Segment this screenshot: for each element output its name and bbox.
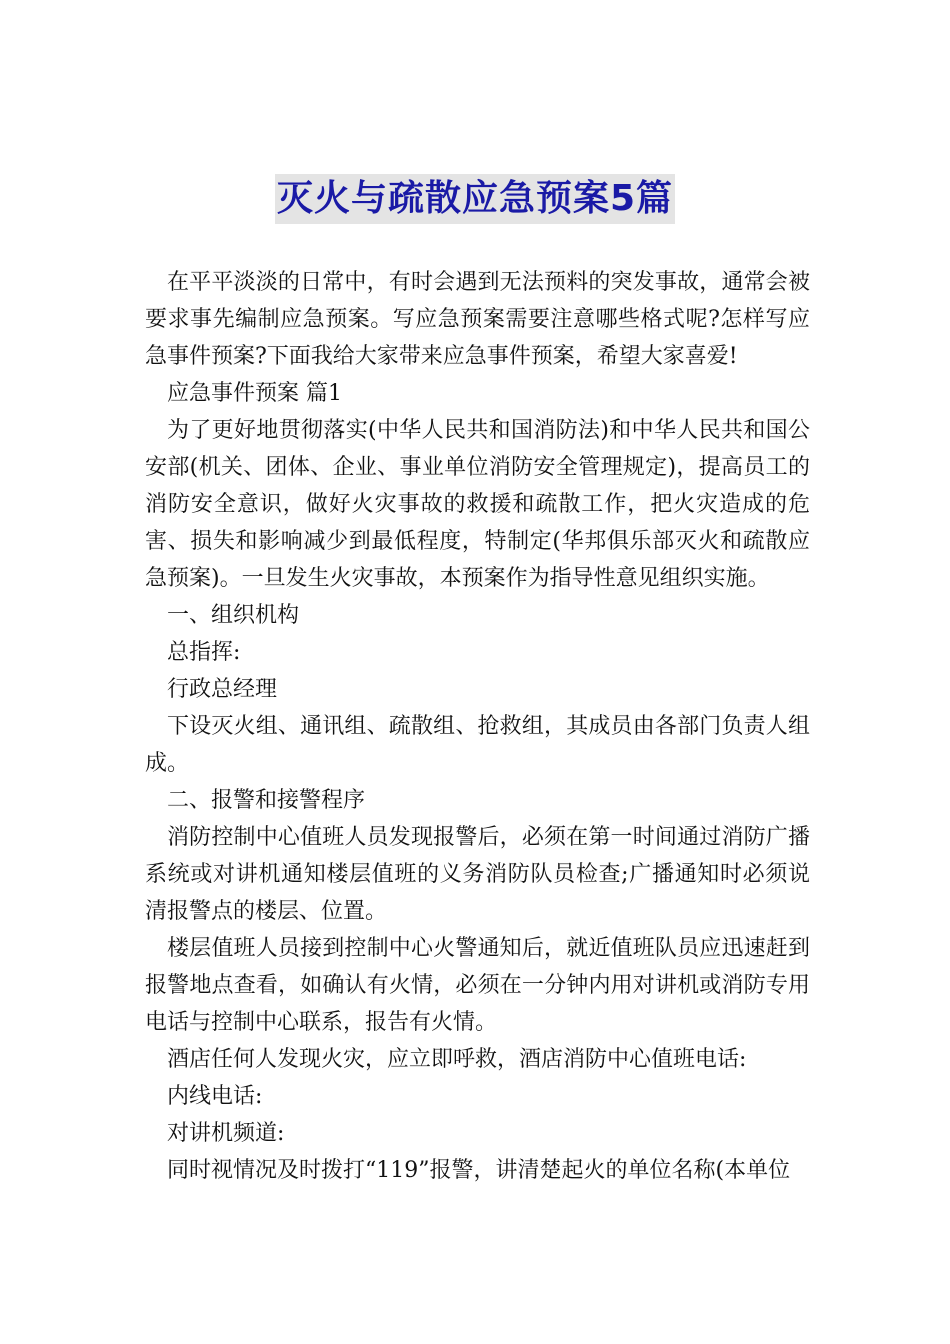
document-body — [145, 264, 810, 1189]
paragraph-call-119: 同时视情况及时拨打“119”报警，讲清楚起火的单位名称(本单位 — [167, 1158, 791, 1183]
document-title: 灭火与疏散应急预案5篇 — [275, 174, 675, 224]
paragraph-purpose: 为了更好地贯彻落实(中华人民共和国消防法)和中华人民共和国公安部(机关、团体、企业、事业单位消防安全管理规定)，提高员工的消防安全意识，做好火灾事故的救援和疏散工作，把火灾造成的危害、损失和影响减少到最低程度，特制定(华邦俱乐部灭火和疏散应急预案)。一旦发生火灾事故，本预案作为指导性意见组织实施。 — [145, 418, 810, 591]
label-internal-phone: 内线电话: — [167, 1084, 263, 1109]
label-radio-channel: 对讲机频道: — [167, 1121, 285, 1146]
paragraph-groups: 下设灭火组、通讯组、疏散组、抢救组，其成员由各部门负责人组成。 — [145, 714, 810, 776]
text-commander-role: 行政总经理 — [167, 677, 278, 702]
paragraph-floor-duty: 楼层值班人员接到控制中心火警通知后，就近值班队员应迅速赶到报警地点查看，如确认有火情，必须在一分钟内用对讲机或消防专用电话与控制中心联系，报告有火情。 — [145, 936, 810, 1035]
paragraph-control-center: 消防控制中心值班人员发现报警后，必须在第一时间通过消防广播系统或对讲机通知楼层值班的义务消防队员检查;广播通知时必须说清报警点的楼层、位置。 — [145, 825, 810, 924]
paragraph-hotel-call: 酒店任何人发现火灾，应立即呼救，酒店消防中心值班电话: — [167, 1047, 747, 1072]
heading-alarm-procedure: 二、报警和接警程序 — [167, 788, 366, 813]
section-heading-plan-1: 应急事件预案 篇1 — [167, 381, 342, 406]
label-commander: 总指挥: — [167, 640, 241, 665]
heading-organization: 一、组织机构 — [167, 603, 300, 628]
paragraph-intro: 在平平淡淡的日常中，有时会遇到无法预料的突发事故，通常会被要求事先编制应急预案。写应急预案需要注意哪些格式呢?怎样写应急事件预案?下面我给大家带来应急事件预案，希望大家喜爱! — [145, 270, 810, 369]
title-container — [0, 174, 950, 224]
